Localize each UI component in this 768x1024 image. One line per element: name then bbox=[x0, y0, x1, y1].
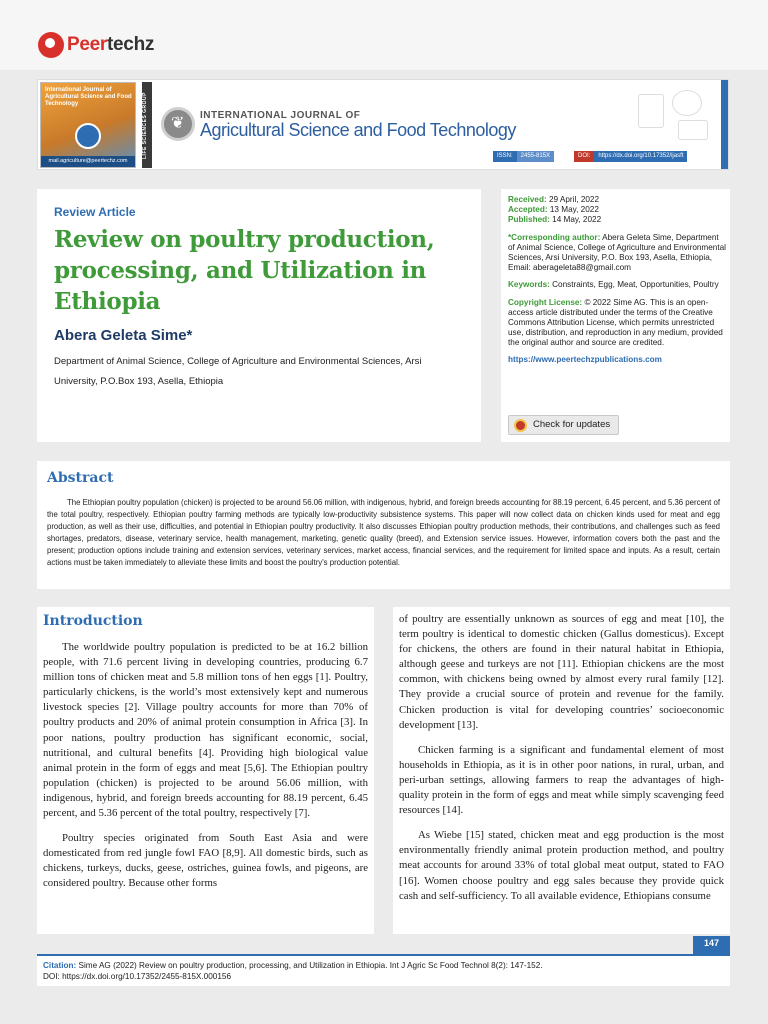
citation-line: Citation: Sime AG (2022) Review on poultry production, processing, and Utilization in Ethiopia. Int J Agric Sc Food Technol 8(2): 147-152. bbox=[43, 961, 543, 970]
author-name: Abera Geleta Sime* bbox=[54, 327, 193, 344]
page-number: 147 bbox=[693, 936, 730, 954]
journal-banner bbox=[37, 79, 729, 170]
received-date: Received: 29 April, 2022 bbox=[508, 195, 600, 204]
copyright-license: Copyright License: © 2022 Sime AG. This is an open-access article distributed under the terms of the Creative Commons Attribution License, which permits unrestricted use, distribution, and reproduction in any medium, provided the original author and source are credited. bbox=[508, 297, 723, 348]
banner-accent-bar bbox=[721, 80, 728, 170]
peertechz-logo[interactable] bbox=[38, 32, 154, 58]
issn-value: 2455-815X bbox=[517, 151, 554, 162]
introduction-heading: Introduction bbox=[43, 613, 143, 629]
site-header bbox=[0, 0, 768, 70]
chart-outline-icon bbox=[678, 120, 708, 140]
issn-doi-row bbox=[493, 151, 687, 162]
published-date: Published: 14 May, 2022 bbox=[508, 215, 602, 225]
intro-paragraph-1: The worldwide poultry population is predicted to be at 16.2 billion people, with 71.6 percent living in developing countries, producing 6.7 million tons of chicken meat and 5.8 million tons of hen eggs [1]. Poultry, particularly chickens, is the world’s most extensively kept and numerous livestock species [2]. Village poultry accounts for more than 70% of poultry products and 20% of animal protein consumption in Africa [3]. In poor nations, poultry production has significant economic, social, nutritional, and cultural benefits [4]. Providing high biological value animal protein in the form of eggs and meat [5,6]. The Ethiopian poultry population (chicken) is projected to be around 56.06 million, with indigenous, hybrid, and foreign breeds accounting for 88.19 percent, 6.45 percent, and 5.36 percent of the total poultry, respectively [7]. bbox=[43, 641, 368, 820]
check-updates-label: Check for updates bbox=[533, 418, 611, 430]
article-info-card bbox=[501, 189, 730, 442]
journal-name: Agricultural Science and Food Technology bbox=[200, 120, 516, 140]
document-outline-icon bbox=[638, 94, 664, 128]
citation-footer bbox=[37, 956, 730, 986]
accepted-date: Accepted: 13 May, 2022 bbox=[508, 205, 599, 215]
body-column-left bbox=[37, 607, 374, 934]
corresponding-author: *Corresponding author: Abera Geleta Sime, Department of Animal Science, College of Agriculture and Environmental Sciences, Arsi University, P.O. Box 193, Asella, Ethiopia, Email: aberageleta88@gmail.com bbox=[508, 232, 726, 273]
cover-email: mail.agriculture@peertechz.com bbox=[41, 156, 135, 167]
intro-paragraph-3: of poultry are essentially unknown as sources of egg and meat [10], the term poultry is identical to domestic chicken (Gallus domesticus). Except for chickens, the others are found in their natural habitat in Ethiopia, although geese and turkeys are not [11]. Ethiopian chickens are the most common, with chickens being owned by almost every rural family [12]. They provide a crucial source of protein and revenue for the family. Chicken production is vital for developing countries’ socioeconomic development [13]. bbox=[399, 613, 724, 731]
check-for-updates-button[interactable] bbox=[508, 415, 619, 435]
abstract-heading: Abstract bbox=[47, 470, 114, 486]
doi-label: DOI: bbox=[574, 151, 594, 162]
logo-text: Peertechz bbox=[67, 34, 155, 55]
abstract-text: The Ethiopian poultry population (chicken) is projected to be around 56.06 million, with indigenous, hybrid, and foreign breeds accounting for 88.19 percent, 6.45 percent, and 5.36 percent of the total poultry, respectively. Ethiopian poultry farming methods are typically low-productivity subsistence systems. This paper will now collect data on chicken kinds used for meat and egg production, as well as their use, difficulties, and potential in Ethiopian poultry productivity. It also discusses Ethiopian poultry production methods, their contributions, and challenges such as feed shortages, predators, disease, veterinary service, health management, marketing, genetic quality (breed), and Extension service issues. However, information covers both the past and the present; production options include training and extension services, veterinary services, market access, financial services, and the requirement for limited space and inputs. As a result, certain actions must be taken immediately to alleviate these limits and boost the poultry's production potential. bbox=[47, 498, 720, 567]
intro-paragraph-2: Poultry species originated from South East Asia and were domesticated from red jungle fowl FAO [8,9]. All domestic birds, such as chickens, turkeys, ducks, geese, ostriches, guinea fowls, and pigeons, are considered poultry. Because other forms bbox=[43, 832, 368, 890]
journal-cover-image bbox=[40, 82, 136, 168]
issn-label: ISSN: bbox=[493, 151, 517, 162]
crossmark-icon bbox=[514, 419, 527, 432]
peertechz-logo-icon bbox=[38, 32, 64, 58]
journal-emblem-icon bbox=[161, 107, 195, 141]
banner-decoration bbox=[628, 88, 718, 143]
life-sciences-strip: LIFE SCIENCES GROUP bbox=[142, 82, 152, 168]
intro-paragraph-5: As Wiebe [15] stated, chicken meat and egg production is the most environmentally friendly animal protein production method, and poultry meat accounts for around 33% of total global meat output, stated to FAO [16]. Women choose poultry and egg sales because they provide quick cash and self-sufficiency. To all available evidence, Ethiopians consume bbox=[399, 829, 724, 902]
journal-name-small: INTERNATIONAL JOURNAL OF bbox=[200, 110, 361, 121]
cover-title: International Journal of Agricultural Science and Food Technology bbox=[45, 87, 132, 108]
article-type: Review Article bbox=[54, 205, 136, 219]
article-title: Review on poultry production, processing, and Utilization in Ethiopia bbox=[54, 226, 435, 315]
intro-paragraph-4: Chicken farming is a significant and fundamental element of most households in Ethiopia, as it is in other poor nations, in rural, urban, and peri-urban settings, allowing farmers to reap the advantages of high-quality protein in the form of eggs and meat while simply scavenging feed resources [14]. bbox=[399, 743, 724, 817]
circle-outline-icon bbox=[672, 90, 702, 116]
article-doi[interactable]: DOI: https://dx.doi.org/10.17352/2455-815X.000156 bbox=[43, 972, 231, 981]
cover-badge-icon bbox=[75, 123, 101, 149]
journal-doi-link[interactable]: https://dx.doi.org/10.17352/ijasft bbox=[594, 151, 687, 162]
body-column-right bbox=[393, 607, 730, 934]
abstract-section bbox=[37, 461, 730, 589]
keywords: Keywords: Constraints, Egg, Meat, Opportunities, Poultry bbox=[508, 280, 719, 290]
author-affiliation: Department of Animal Science, College of Agriculture and Environmental Sciences, Arsi University, P.O.Box 193, Asella, Ethiopia bbox=[54, 356, 422, 387]
article-title-card bbox=[37, 189, 481, 442]
publisher-url-link[interactable]: https://www.peertechzpublications.com bbox=[508, 354, 662, 364]
